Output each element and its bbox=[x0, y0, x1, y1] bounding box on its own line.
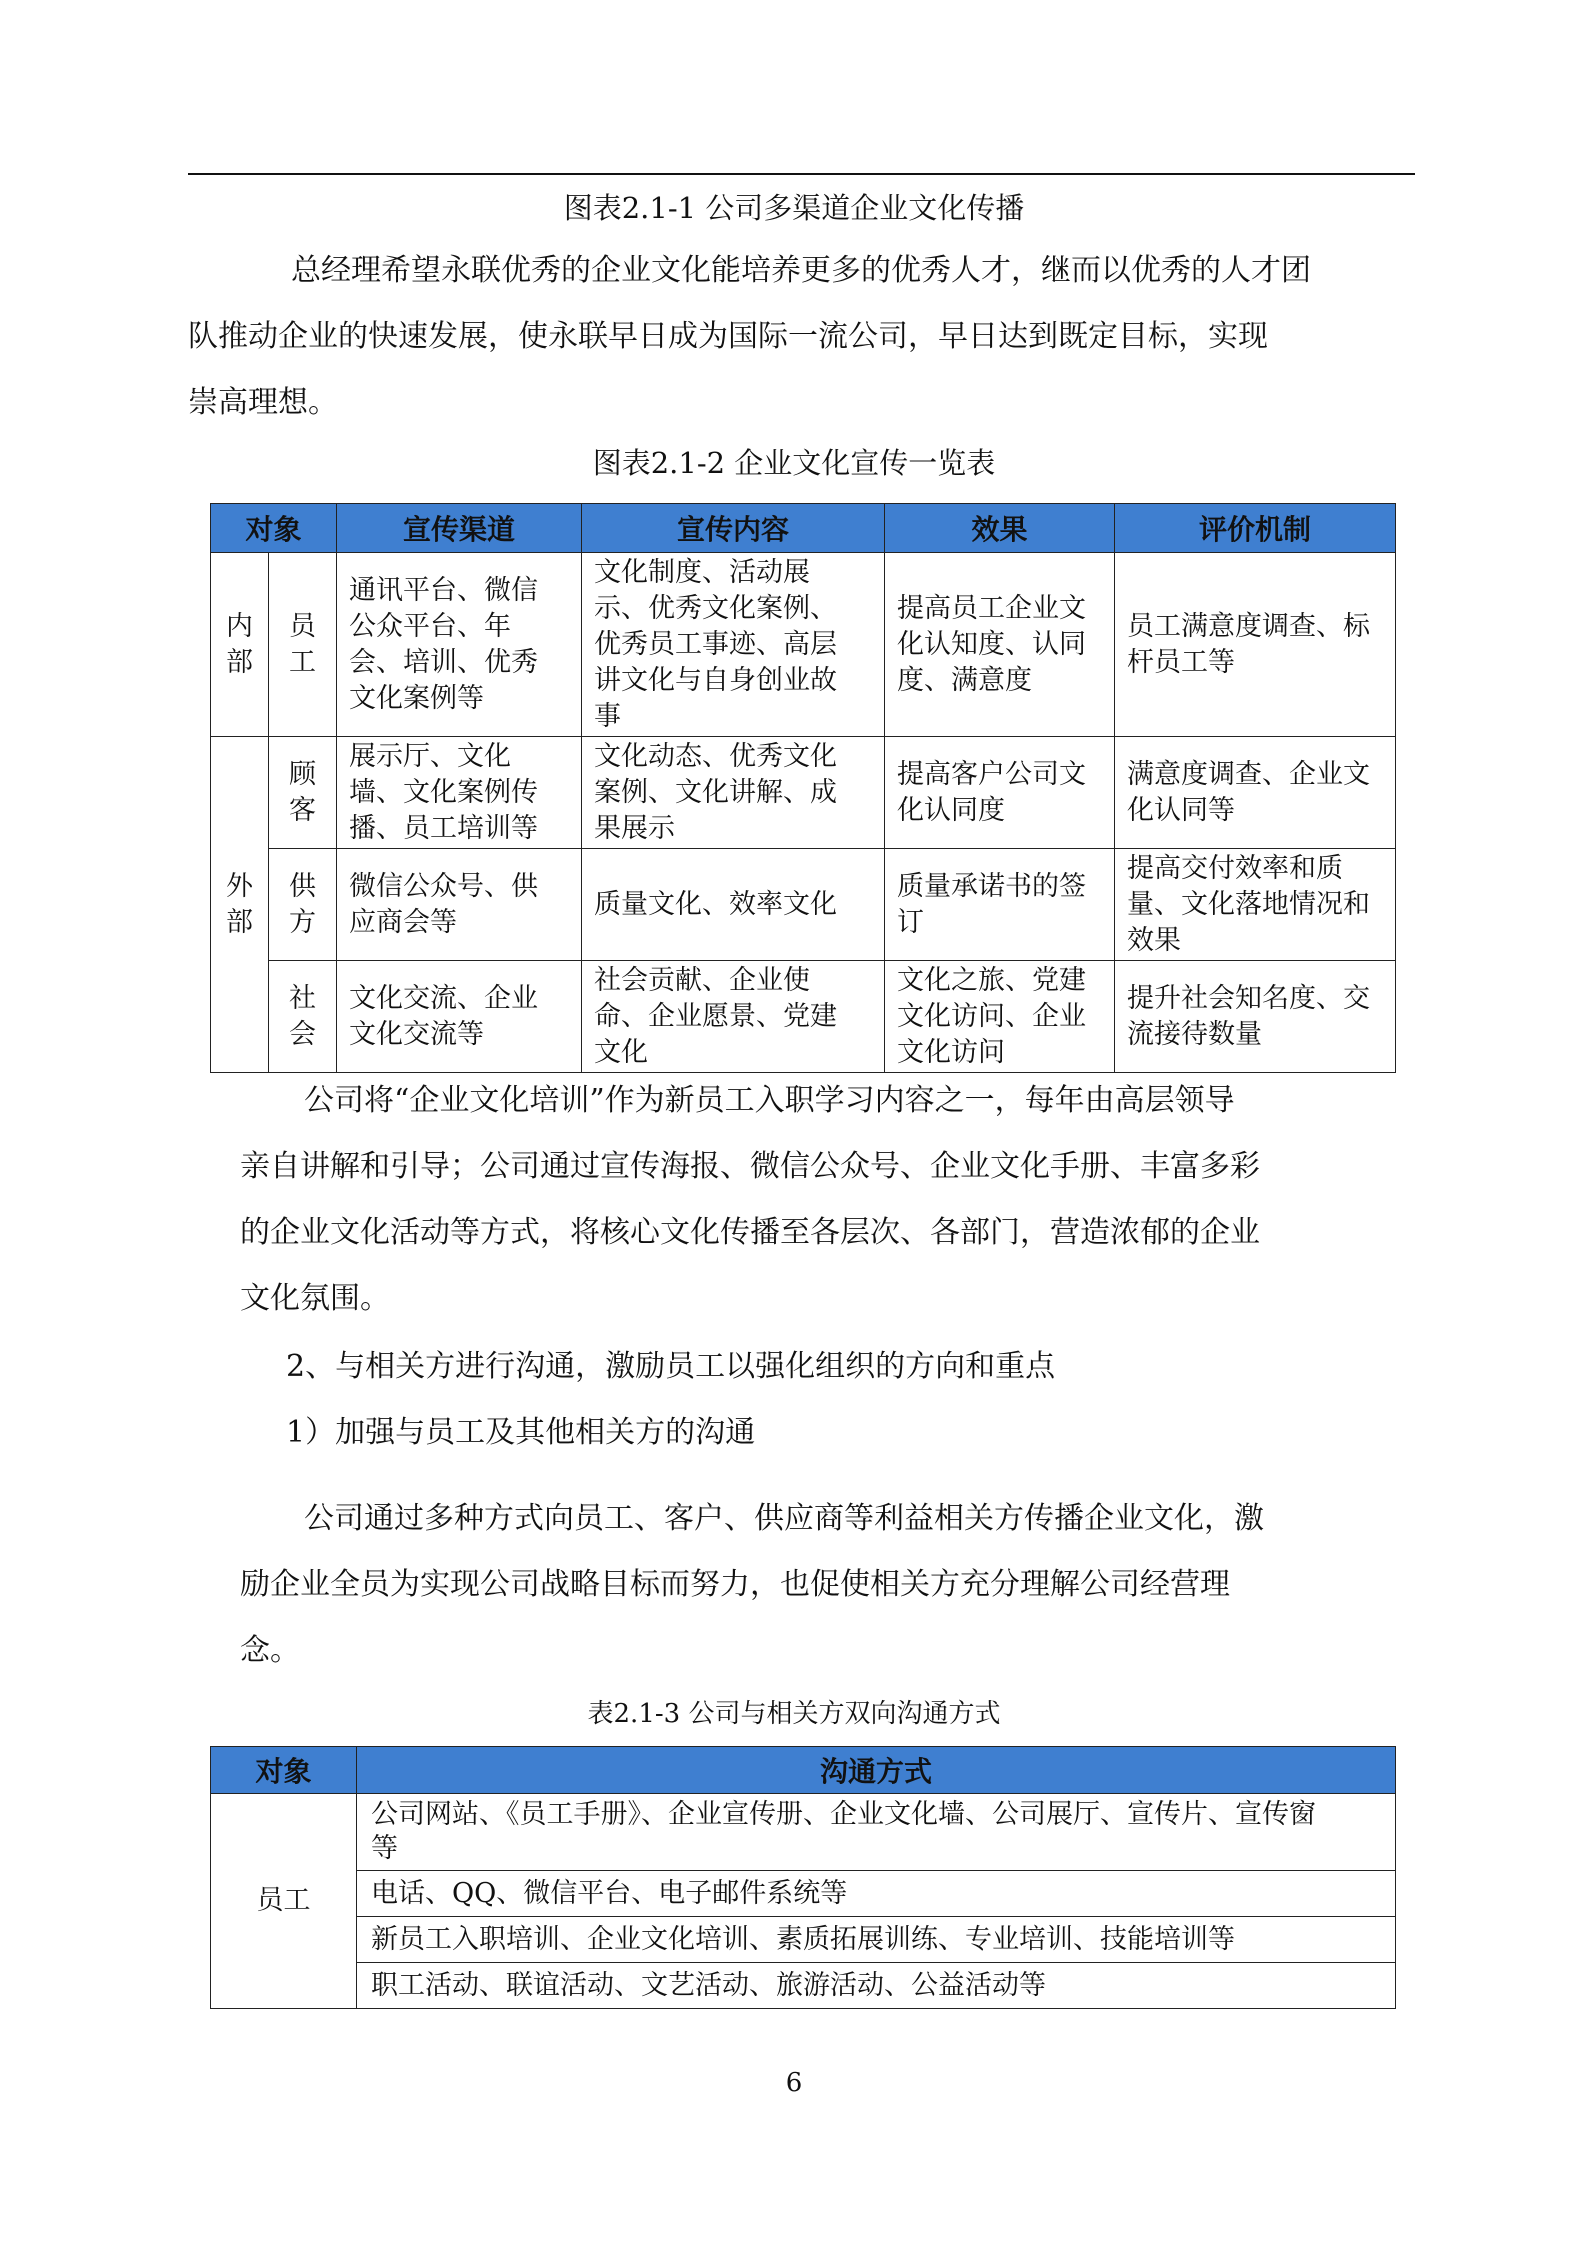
evaluation-cell: 满意度调查、企业文 化认同等 bbox=[1115, 737, 1396, 849]
table-header-row bbox=[211, 1747, 1396, 1794]
content-cell: 社会贡献、企业使 命、企业愿景、党建 文化 bbox=[582, 961, 885, 1073]
table-row bbox=[211, 553, 1396, 737]
method-cell: 电话、QQ、微信平台、电子邮件系统等 bbox=[357, 1871, 1396, 1917]
content-cell: 质量文化、效率文化 bbox=[582, 849, 885, 961]
table-row bbox=[211, 1871, 1396, 1917]
paragraph-2 bbox=[240, 1068, 1340, 1332]
table-row bbox=[211, 1963, 1396, 2009]
channel-cell: 文化交流、企业 文化交流等 bbox=[337, 961, 582, 1073]
evaluation-cell: 员工满意度调查、标 杆员工等 bbox=[1115, 553, 1396, 737]
paragraph-line: 公司通过多种方式向员工、客户、供应商等利益相关方传播企业文化，激 bbox=[304, 1501, 1264, 1536]
section-heading: 2、与相关方进行沟通，激励员工以强化组织的方向和重点 bbox=[286, 1349, 1056, 1384]
channel-cell: 微信公众号、供 应商会等 bbox=[337, 849, 582, 961]
table-row bbox=[211, 961, 1396, 1073]
table-caption-3: 表2.1-3 公司与相关方双向沟通方式 bbox=[587, 1699, 1001, 1729]
paragraph-line: 崇高理想。 bbox=[188, 385, 338, 420]
evaluation-cell: 提升社会知名度、交 流接待数量 bbox=[1115, 961, 1396, 1073]
paragraph-line: 励企业全员为实现公司战略目标而努力，也促使相关方充分理解公司经营理 bbox=[240, 1567, 1230, 1602]
paragraph-line: 念。 bbox=[240, 1633, 300, 1668]
communication-table bbox=[210, 1746, 1396, 2009]
effect-cell: 提高员工企业文 化认知度、认同 度、满意度 bbox=[885, 553, 1115, 737]
effect-cell: 质量承诺书的签 订 bbox=[885, 849, 1115, 961]
paragraph-line: 队推动企业的快速发展，使永联早日成为国际一流公司，早日达到既定目标，实现 bbox=[188, 319, 1268, 354]
content-cell: 文化制度、活动展 示、优秀文化案例、 优秀员工事迹、高层 讲文化与自身创业故 事 bbox=[582, 553, 885, 737]
evaluation-cell: 提高交付效率和质 量、文化落地情况和 效果 bbox=[1115, 849, 1396, 961]
subject-cell: 员 工 bbox=[269, 553, 337, 737]
table-row bbox=[211, 849, 1396, 961]
paragraph-line: 文化氛围。 bbox=[240, 1281, 390, 1316]
header-evaluation: 评价机制 bbox=[1115, 504, 1396, 553]
page-number: 6 bbox=[785, 2068, 803, 2098]
table-row bbox=[211, 737, 1396, 849]
table-row bbox=[211, 1794, 1396, 1871]
paragraph-line: 的企业文化活动等方式，将核心文化传播至各层次、各部门，营造浓郁的企业 bbox=[240, 1215, 1260, 1250]
paragraph-3 bbox=[240, 1486, 1340, 1684]
subject-cell: 社 会 bbox=[269, 961, 337, 1073]
figure-caption-1: 图表2.1-1 公司多渠道企业文化传播 bbox=[563, 191, 1025, 225]
header-method: 沟通方式 bbox=[357, 1747, 1396, 1794]
effect-cell: 提高客户公司文 化认同度 bbox=[885, 737, 1115, 849]
group-external: 外 部 bbox=[211, 737, 269, 1073]
method-cell: 公司网站、《员工手册》、企业宣传册、企业文化墙、公司展厅、宣传片、宣传窗 等 bbox=[357, 1794, 1396, 1871]
content-cell: 文化动态、优秀文化 案例、文化讲解、成 果展示 bbox=[582, 737, 885, 849]
group-internal: 内 部 bbox=[211, 553, 269, 737]
subject-cell: 供 方 bbox=[269, 849, 337, 961]
figure-caption-2: 图表2.1-2 企业文化宣传一览表 bbox=[592, 446, 996, 480]
subject-cell: 顾 客 bbox=[269, 737, 337, 849]
header-content: 宣传内容 bbox=[582, 504, 885, 553]
effect-cell: 文化之旅、党建 文化访问、企业 文化访问 bbox=[885, 961, 1115, 1073]
table-header-row bbox=[211, 504, 1396, 553]
method-cell: 新员工入职培训、企业文化培训、素质拓展训练、专业培训、技能培训等 bbox=[357, 1917, 1396, 1963]
subsection-heading: 1）加强与员工及其他相关方的沟通 bbox=[286, 1415, 756, 1450]
method-cell: 职工活动、联谊活动、文艺活动、旅游活动、公益活动等 bbox=[357, 1963, 1396, 2009]
group-employee: 员工 bbox=[211, 1794, 357, 2009]
header-object: 对象 bbox=[211, 1747, 357, 1794]
channel-cell: 通讯平台、微信 公众平台、年 会、培训、优秀 文化案例等 bbox=[337, 553, 582, 737]
header-channel: 宣传渠道 bbox=[337, 504, 582, 553]
header-effect: 效果 bbox=[885, 504, 1115, 553]
table-row bbox=[211, 1917, 1396, 1963]
header-rule bbox=[188, 173, 1415, 175]
paragraph-line: 总经理希望永联优秀的企业文化能培养更多的优秀人才，继而以优秀的人才团 bbox=[291, 253, 1311, 288]
paragraph-line: 公司将“企业文化培训”作为新员工入职学习内容之一，每年由高层领导 bbox=[304, 1083, 1235, 1118]
paragraph-1 bbox=[188, 238, 1383, 436]
channel-cell: 展示厅、文化 墙、文化案例传 播、员工培训等 bbox=[337, 737, 582, 849]
culture-promotion-table bbox=[210, 503, 1396, 1073]
header-object: 对象 bbox=[211, 504, 337, 553]
paragraph-line: 亲自讲解和引导；公司通过宣传海报、微信公众号、企业文化手册、丰富多彩 bbox=[240, 1149, 1260, 1184]
